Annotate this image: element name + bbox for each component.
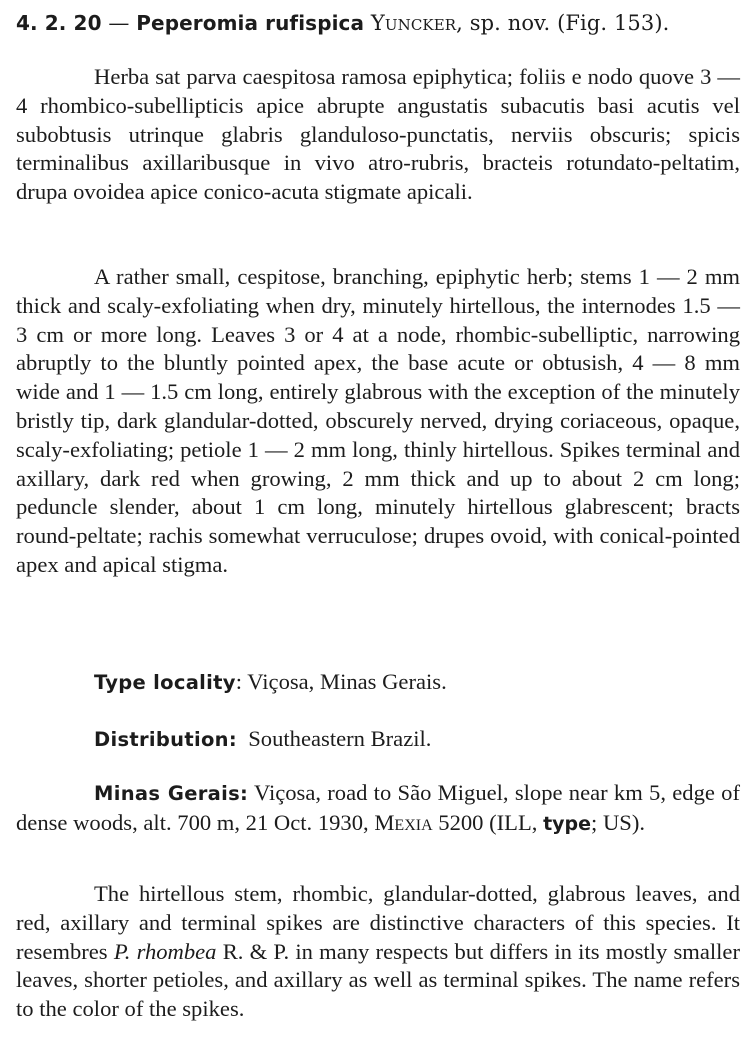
discussion-text-before: The hirtellous stem, rhombic, glandular-dotted, glabrous leaves, and red, axillary and terminal spikes are distinctive characters of this species. It resembres <box>16 881 740 964</box>
heading-suffix: , sp. nov. (Fig. 153). <box>456 11 670 35</box>
specimen-text-before: Viçosa, road to São Miguel, slope near km 5, edge of dense woods, alt. 700 m, 21 Oct. 1930, <box>16 780 740 835</box>
heading-dash: — <box>108 11 130 35</box>
type-locality-value: : Viçosa, Minas Gerais. <box>235 669 447 694</box>
specimen-type-word: type <box>543 812 592 835</box>
english-description: A rather small, cespitose, branching, epiphytic herb; stems 1 — 2 mm thick and scaly-exfoliating when dry, minutely hirtellous, the internodes 1.5 — 3 cm or more long. Leaves 3 or 4 at a node, rhombic-subelliptic, narrowing abruptly to the bluntly pointed apex, the base acute or obtusish, 4 — 8 mm wide and 1 — 1.5 cm long, entirely glabrous with the exception of the minutely bristly tip, dark glandular-dotted, obscurely nerved, drying coriaceous, opaque, scaly-exfoliating; petiole 1 — 2 mm long, thinly hirtellous. Spikes terminal and axillary, dark red when growing, 2 mm thick and up to about 2 cm long; peduncle slender, about 1 cm long, minutely hirtellous glabrescent; bracts round-peltate; rachis somewhat verruculose; drupes ovoid, with conical-pointed apex and apical stigma. <box>16 264 740 577</box>
specimen-collector: Mexia <box>374 809 433 835</box>
distribution-value: Southeastern Brazil. <box>248 726 432 751</box>
discussion-italic-species: P. rhombea <box>113 938 217 964</box>
type-locality-label: Type locality <box>94 671 236 694</box>
distribution <box>16 725 740 755</box>
species-number: 4. 2. 20 <box>16 11 102 35</box>
specimen-text-mid: 5200 (ILL, <box>432 809 544 835</box>
document-page <box>16 8 740 1022</box>
discussion-paragraph <box>16 880 740 1024</box>
species-heading <box>16 8 740 38</box>
species-name: Peperomia rufispica <box>136 11 365 35</box>
distribution-label: Distribution: <box>94 728 237 751</box>
species-author: Yuncker <box>370 11 457 35</box>
specimen-text-after: ; US). <box>591 809 646 835</box>
latin-description: Herba sat parva caespitosa ramosa epiphytica; foliis e nodo quove 3 — 4 rhombico-subellipticis apice abrupte angustatis subacutis basi acutis vel subobtusis utrinque glabris glanduloso-punctatis, nerviis obscuris; spicis terminalibus axillaribusque in vivo atro-rubris, bracteis rotundato-peltatim, drupa ovoidea apice conico-acuta stigmate apicali. <box>16 64 740 205</box>
specimen-region-label: Minas Gerais: <box>94 782 249 805</box>
type-locality <box>16 668 740 698</box>
discussion-text-after: R. & P. in many respects but differs in its mostly smaller leaves, shorter petioles, and axillary as well as terminal spikes. The name refers to the color of the spikes. <box>16 938 740 1022</box>
specimen-citation <box>16 779 740 839</box>
